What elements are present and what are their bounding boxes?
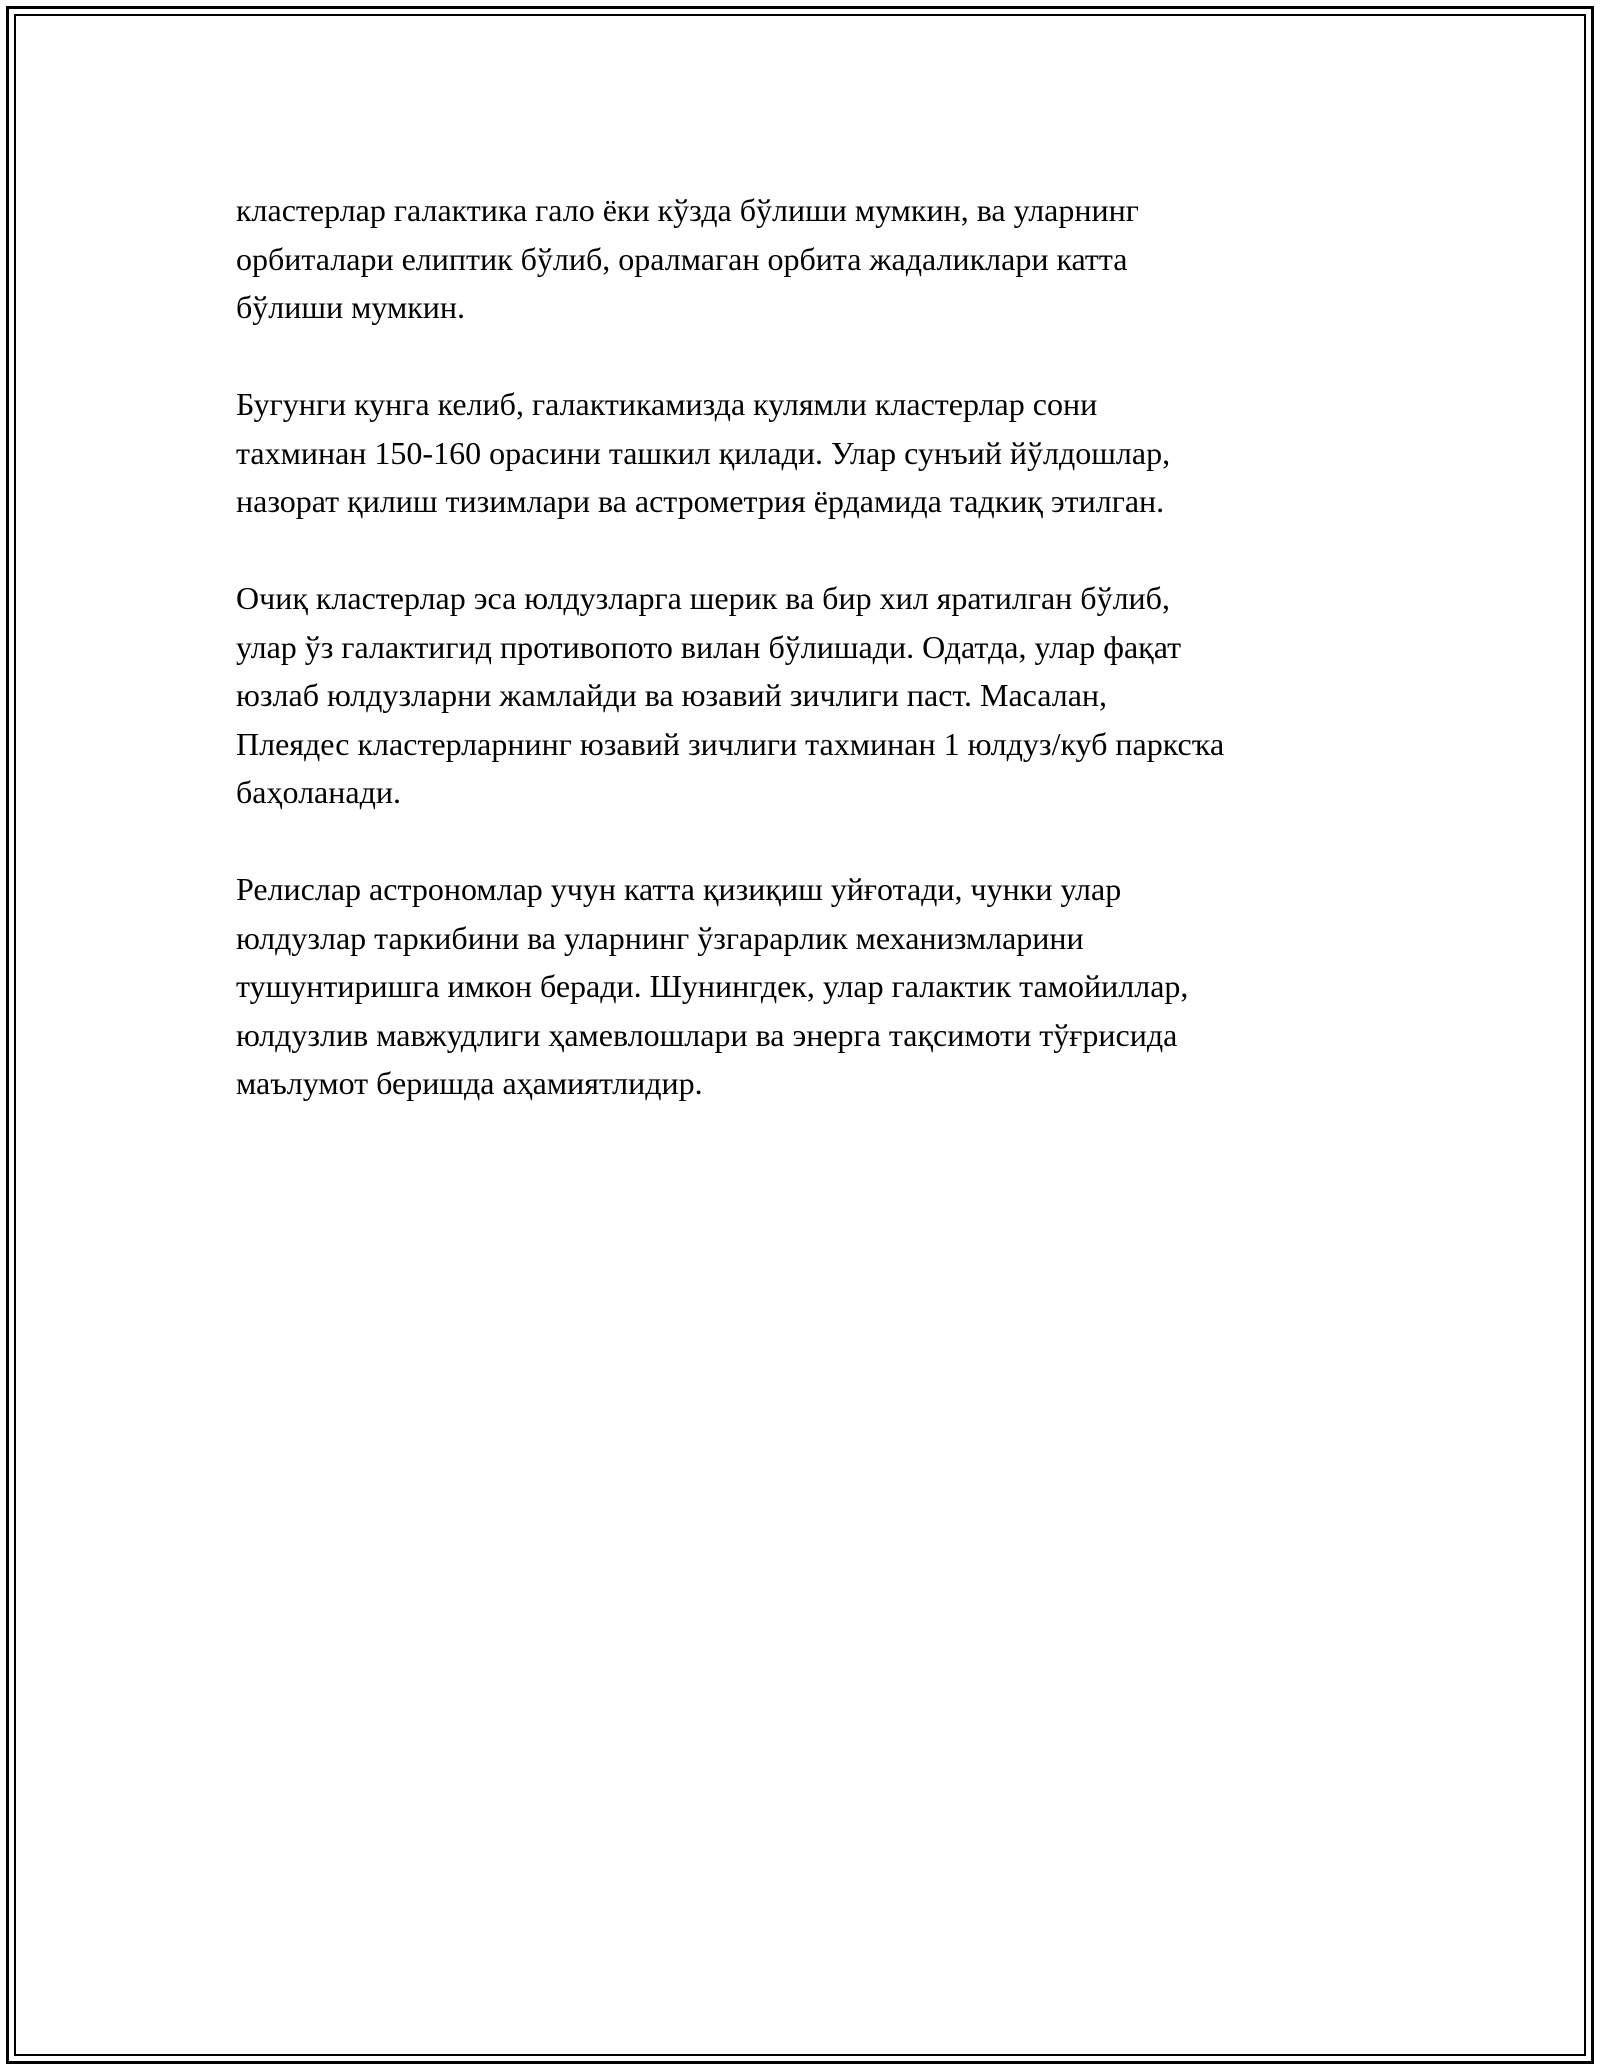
text-line: баҳоланади. xyxy=(236,774,401,810)
text-line: юлдузлив мавжудлиги ҳамевлошлари ва энерга тақсимоти тўғрисида xyxy=(236,1016,1178,1053)
text-line: кластерлар галактика гало ёки кўзда бўлиши мумкин, ва уларнинг xyxy=(236,192,1139,228)
text-line: улар ўз галактигид противопото вилан бўлишади. Одатда, улар фақат xyxy=(236,628,1182,665)
paragraph-2 xyxy=(236,380,1376,526)
paragraph-1 xyxy=(236,186,1376,332)
text-line: орбиталари елиптик бўлиб, оралмаган орбита жадаликлари катта xyxy=(236,240,1128,277)
text-line: Плеядес кластерларнинг юзавий зичлиги тахминан 1 юлдуз/куб парксҡа xyxy=(236,725,1225,762)
text-line: Бугунги кунга келиб, галактикамизда кулямли кластерлар сони xyxy=(236,386,1098,422)
text-line: Очиқ кластерлар эса юлдузларга шерик ва бир хил яратилган бўлиб, xyxy=(236,580,1170,616)
text-line: тушунтиришга имкон беради. Шунингдек, улар галактик тамойиллар, xyxy=(236,968,1189,1004)
text-line: бўлиши мумкин. xyxy=(236,289,466,325)
text-line: юзлаб юлдузларни жамлайди ва юзавий зичлиги паст. Масалан, xyxy=(236,677,1108,713)
text-line: юлдузлар таркибини ва уларнинг ўзгарарлик механизмларини xyxy=(236,919,1084,956)
paragraph-4 xyxy=(236,865,1376,1108)
text-line: тахминан 150-160 орасини ташкил қилади. Улар сунъий йўлдошлар, xyxy=(236,434,1171,471)
document-body xyxy=(236,186,1376,1156)
text-line: назорат қилиш тизимлари ва астрометрия ёрдамида тадкиқ этилган. xyxy=(236,483,1165,519)
paragraph-3 xyxy=(236,574,1376,817)
text-line: маълумот беришда аҳамиятлидир. xyxy=(236,1065,703,1101)
text-line: Релислар астрономлар учун катта қизиқиш уйғотади, чунки улар xyxy=(236,871,1122,907)
